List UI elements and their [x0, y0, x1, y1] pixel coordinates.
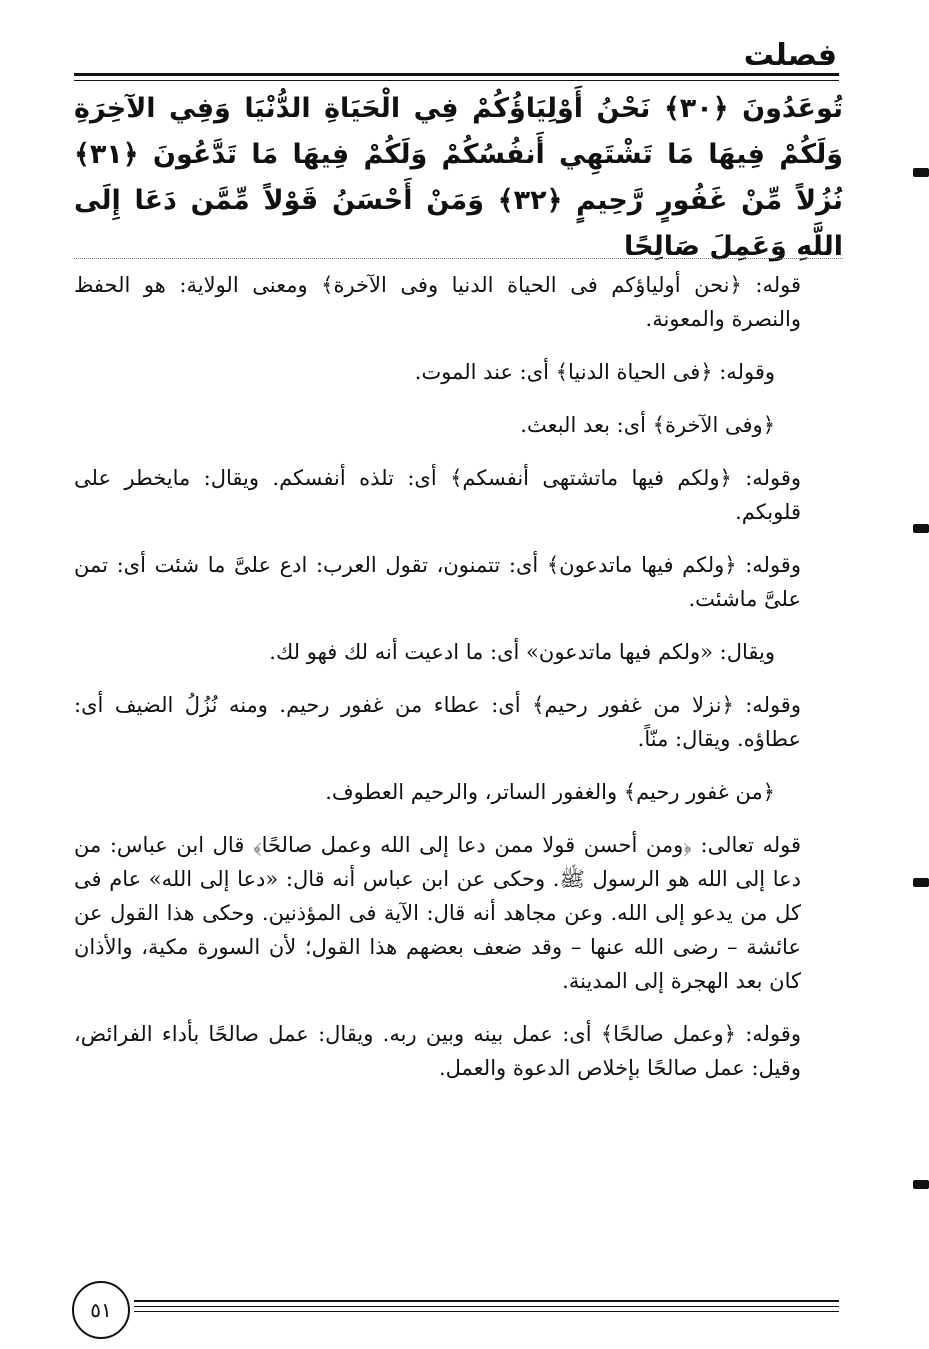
commentary-paragraph-7: وقوله: ﴿نزلا من غفور رحيم﴾ أى: عطاء من غفور رحيم. ومنه نُزُلُ الضيف أى: عطاؤه. ويقال: منّاً.: [74, 693, 801, 751]
verse-separator: [74, 258, 843, 259]
footer-rule-thin: [134, 1306, 839, 1307]
quran-verses: تُوعَدُونَ ﴿٣٠﴾ نَحْنُ أَوْلِيَاؤُكُمْ فِي الْحَيَاةِ الدُّنْيَا وَفِي الآخِرَةِ وَلَكُمْ فِيهَا مَا تَشْتَهِي أَنفُسُكُمْ وَلَكُمْ فِيهَا مَا تَدَّعُونَ ﴿٣١﴾ نُزُلاً مِّنْ غَفُورٍ رَّحِيمٍ ﴿٣٢﴾ وَمَنْ أَحْسَنُ قَوْلاً مِّمَّن دَعَا إِلَى اللَّهِ وَعَمِلَ صَالِحًا: [74, 93, 844, 262]
page-number: ٥١: [72, 1281, 130, 1339]
commentary-paragraph-4: وقوله: ﴿ولكم فيها ماتشتهى أنفسكم﴾ أى: تلذه أنفسكم. ويقال: مايخطر على قلوبكم.: [74, 466, 801, 524]
scan-edge-mark: [913, 168, 929, 177]
commentary-body: [74, 268, 843, 1104]
commentary-paragraph-3: ﴿وفى الآخرة﴾ أى: بعد البعث.: [520, 413, 775, 437]
header-rule-thin: [74, 80, 839, 81]
surah-title: فصلت: [743, 38, 837, 73]
header-rule-thick: [74, 73, 839, 76]
commentary-paragraph-10: وقوله: ﴿وعمل صالحًا﴾ أى: عمل بينه وبين ربه. ويقال: عمل صالحًا بأداء الفرائض، وقيل: عمل صالحًا بإخلاص الدعوة والعمل.: [74, 1022, 801, 1080]
commentary-paragraph-6: ويقال: «ولكم فيها ماتدعون» أى: ما ادعيت أنه لك فهو لك.: [269, 640, 775, 664]
footer-rule-thin: [134, 1311, 839, 1312]
scan-edge-mark: [913, 524, 929, 533]
footer-rule-thick: [134, 1300, 839, 1302]
commentary-paragraph-2: وقوله: ﴿فى الحياة الدنيا﴾ أى: عند الموت.: [414, 360, 775, 384]
commentary-paragraph-1: قوله: ﴿نحن أولياؤكم فى الحياة الدنيا وفى الآخرة﴾ ومعنى الولاية: هو الحفظ والنصرة والمعونة.: [74, 273, 801, 331]
scan-edge-mark: [913, 878, 929, 887]
commentary-paragraph-8: ﴿من غفور رحيم﴾ والغفور الساتر، والرحيم العطوف.: [325, 780, 775, 804]
commentary-paragraph-5: وقوله: ﴿ولكم فيها ماتدعون﴾ أى: تتمنون، تقول العرب: ادع علىَّ ما شئت أى: تمن علىَّ ماشئت.: [74, 553, 801, 611]
commentary-paragraph-9: قوله تعالى: ﴿ومن أحسن قولا ممن دعا إلى الله وعمل صالحًا﴾ قال ابن عباس: من دعا إلى الله هو الرسول ﷺ. وحكى عن ابن عباس أنه قال: «دعا إلى الله» عام فى كل من يدعو إلى الله. وعن مجاهد أنه قال: الآية فى المؤذنين. وحكى هذا القول عن عائشة – رضى الله عنها – وقد ضعف بعضهم هذا القول؛ لأن السورة مكية، والأذان كان بعد الهجرة إلى المدينة.: [74, 833, 801, 993]
scan-edge-mark: [913, 1180, 929, 1189]
